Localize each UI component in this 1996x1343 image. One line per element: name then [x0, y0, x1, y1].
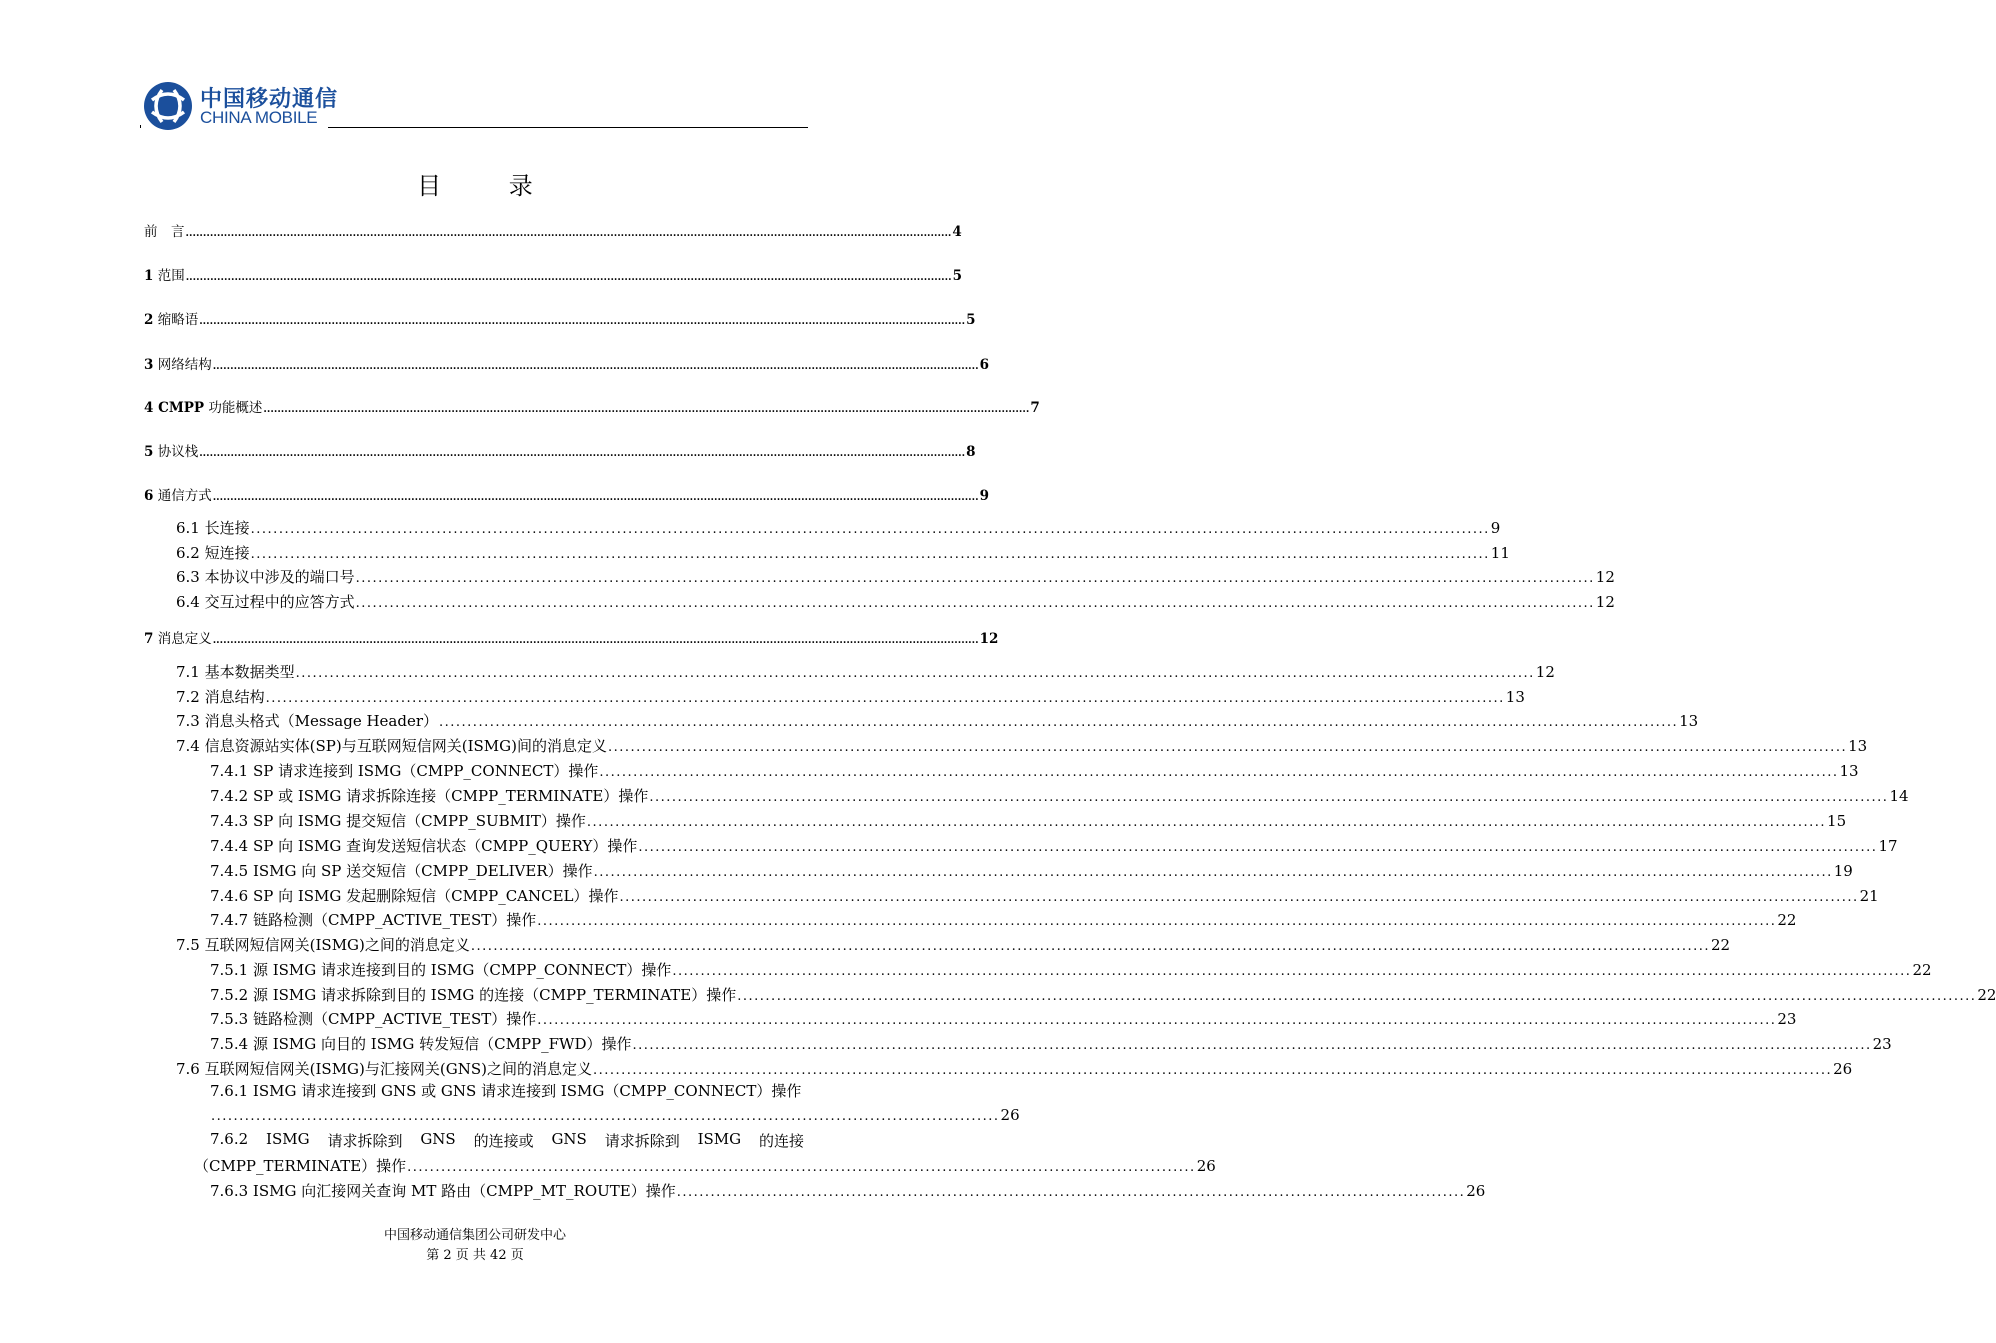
toc-leader-dots: ............................................................................................................................................................................................................................: [295, 666, 1535, 681]
toc-entry-text: 消息头格式（Message Header）: [204, 712, 439, 730]
toc-entry-text: 长连接: [204, 519, 250, 537]
logo-english-text: CHINA MOBILE: [200, 108, 318, 127]
toc-leader-dots: ............................................................................................................................................: [676, 1185, 1466, 1200]
toc-entry-text: SP 向 ISMG 发起删除短信（CMPP_CANCEL）操作: [252, 887, 619, 905]
toc-entry-text: 互联网短信网关(ISMG)与汇接网关(GNS)之间的消息定义: [204, 1060, 592, 1078]
toc-leader-dots: ............................................................................................................................................: [407, 1160, 1196, 1175]
toc-entry-word: 请求拆除到: [327, 1132, 403, 1150]
toc-entry-label: 7.6.3 ISMG 向汇接网关查询 MT 路由（CMPP_MT_ROUTE）操作: [210, 1182, 676, 1200]
toc-entry-7-6-1[interactable]: [210, 1080, 804, 1101]
toc-entry-text: 本协议中涉及的端口号: [204, 568, 355, 586]
toc-entry-text: 范围: [157, 268, 185, 284]
toc-leader-dots: ............................................................................................................................................................................................................................: [638, 840, 1878, 855]
toc-entry-label: [210, 885, 619, 906]
toc-page-number: 5: [966, 312, 976, 328]
toc-entry-label: [210, 909, 536, 930]
toc-entry-number: 6.2: [176, 544, 200, 562]
toc-entry-label: [210, 810, 586, 831]
toc-leader-dots: ............................................................................................................................................................................................................................: [632, 1038, 1872, 1053]
toc-entry-text: 链路检测（CMPP_ACTIVE_TEST）操作: [252, 1010, 537, 1028]
toc-entry-text: SP 或 ISMG 请求拆除连接（CMPP_TERMINATE）操作: [252, 787, 649, 805]
toc-page-number: 19: [1833, 862, 1853, 880]
toc-entry-number: 4 CMPP: [144, 400, 205, 416]
toc-entry-number: 7.4.3: [210, 812, 249, 830]
toc-entry-5[interactable]: [144, 440, 976, 460]
toc-page-number: 7: [1030, 400, 1040, 416]
toc-page-number: 21: [1859, 887, 1879, 905]
toc-page-number: 12: [979, 631, 999, 647]
toc-entry-word: 7.6.2: [210, 1130, 249, 1148]
toc-entry-number: 5: [144, 444, 154, 460]
toc-entry-7-6[interactable]: [176, 1058, 1853, 1079]
toc-page-number: 5: [952, 268, 963, 284]
toc-page-number: 23: [1777, 1010, 1797, 1028]
toc-entry-number: 7.1: [176, 663, 200, 681]
toc-page-number: 13: [1839, 762, 1859, 780]
toc-page-number: 26: [1000, 1106, 1020, 1124]
toc-entry-text: 信息资源站实体(SP)与互联网短信网关(ISMG)间的消息定义: [204, 737, 607, 755]
toc-entry-4-cmpp[interactable]: [144, 396, 1040, 416]
footer-page-info: 第 2 页 共 42 页: [426, 1248, 524, 1263]
toc-page-number: 9: [979, 488, 990, 504]
toc-entry-text: 缩略语: [157, 312, 199, 328]
toc-entry-text: 互联网短信网关(ISMG)之间的消息定义: [204, 936, 470, 954]
toc-entry-text: SP 向 ISMG 查询发送短信状态（CMPP_QUERY）操作: [252, 837, 638, 855]
toc-page-number: 6: [979, 357, 990, 373]
toc-entry-number: 7.2: [176, 688, 200, 706]
china-mobile-logo-icon: [142, 80, 194, 132]
toc-entry-label: [144, 627, 212, 647]
toc-entry-text: 源 ISMG 向目的 ISMG 转发短信（CMPP_FWD）操作: [252, 1035, 632, 1053]
toc-leader-dots: ............................................................................................................................................................................................................................: [592, 1063, 1833, 1078]
toc-entry-number: 7.5.4: [210, 1035, 249, 1053]
toc-page-number: 23: [1872, 1035, 1892, 1053]
toc-entry-text: ISMG 向 SP 送交短信（CMPP_DELIVER）操作: [252, 862, 593, 880]
toc-leader-dots: ............................................................................................................................................................................................................................: [619, 890, 1859, 905]
toc-entry-number: 7.5.2: [210, 986, 249, 1004]
toc-page-number: 22: [1912, 961, 1932, 979]
toc-entry-7-6-3[interactable]: [210, 1180, 1486, 1201]
toc-entry-7-1[interactable]: [176, 661, 1555, 682]
toc-entry-label: [210, 835, 637, 856]
toc-entry-word: ISMG: [697, 1130, 742, 1148]
toc-entry-word: ISMG: [266, 1130, 310, 1148]
toc-page-number: 14: [1889, 787, 1909, 805]
toc-page-number: 11: [1490, 544, 1510, 562]
toc-entry-7-4-6[interactable]: [210, 885, 1879, 906]
toc-title: 目 录: [417, 172, 563, 200]
toc-entry-number: 7.4.6: [210, 887, 249, 905]
toc-entry-number: 7.4: [176, 737, 200, 755]
header-tick: [140, 125, 141, 128]
toc-entry-word: 的连接或: [473, 1132, 534, 1150]
toc-entry-label: [176, 661, 295, 682]
toc-entry-label: [210, 785, 648, 806]
toc-page-number: 8: [966, 444, 976, 460]
toc-leader-dots: ............................................................................................................................................................................................................................: [470, 939, 1711, 954]
toc-entry-text: 源 ISMG 请求连接到目的 ISMG（CMPP_CONNECT）操作: [252, 961, 672, 979]
toc-entry-word: GNS: [551, 1130, 587, 1148]
toc-entry-number: 7.5: [176, 936, 200, 954]
toc-entry-7-4[interactable]: [176, 735, 1868, 756]
toc-entry-preface[interactable]: [144, 220, 962, 240]
toc-leader-dots: ............................................................................................................................................................................................................................: [250, 522, 1490, 537]
toc-entry-label: [144, 264, 185, 284]
toc-page-number: 13: [1848, 737, 1868, 755]
toc-entry-7-5-1[interactable]: [210, 959, 1932, 980]
toc-leader-dots: ............................................................................................................................................................................................................................: [263, 404, 1030, 415]
toc-entry-6-3[interactable]: [176, 566, 1615, 587]
toc-entry-number: 7.4.5: [210, 862, 249, 880]
toc-entry-number: 7.5.1: [210, 961, 249, 979]
toc-entry-7-6-2[interactable]: [210, 1130, 804, 1151]
toc-entry-label: [176, 686, 265, 707]
toc-entry-7-4-5[interactable]: [210, 860, 1853, 881]
toc-leader-dots: ............................................................................................................................................................................................................................: [250, 547, 1490, 562]
toc-entry-label: [176, 735, 607, 756]
toc-entry-label: [176, 591, 355, 612]
toc-page-number: 22: [1777, 911, 1797, 929]
toc-leader-dots: ............................................................................................................................................................................................................................: [672, 964, 1912, 979]
toc-page-number: 26: [1196, 1157, 1216, 1175]
toc-entry-7-4-7[interactable]: [210, 909, 1797, 930]
toc-leader-dots: ............................................................................................................................................................................................................................: [599, 765, 1839, 780]
toc-leader-dots: ............................................................................................................................................: [211, 1109, 1000, 1124]
toc-entry-7-4-2[interactable]: [210, 785, 1909, 806]
toc-entry-number: 7.4.2: [210, 787, 249, 805]
toc-entry-word: 的连接: [758, 1132, 804, 1150]
toc-leader-dots: ............................................................................................................................................................................................................................: [265, 691, 1505, 706]
toc-entry-7-5[interactable]: [176, 934, 1731, 955]
toc-entry-6-4[interactable]: [176, 591, 1615, 612]
toc-entry-6-1[interactable]: [176, 517, 1501, 538]
toc-entry-label: [176, 542, 250, 563]
toc-entry-label: （CMPP_TERMINATE）操作: [194, 1157, 407, 1175]
toc-entry-number: 6: [144, 488, 154, 504]
toc-page-number: 17: [1878, 837, 1898, 855]
toc-entry-label: [210, 984, 736, 1005]
toc-entry-7-5-2[interactable]: [210, 984, 1996, 1005]
toc-entry-label: 7.6.1 ISMG 请求连接到 GNS 或 GNS 请求连接到 ISMG（CMPP_CONNECT）操作: [210, 1082, 802, 1100]
toc-entry-label: [176, 1058, 592, 1079]
toc-leader-dots: ............................................................................................................................................................................................................................: [649, 790, 1889, 805]
toc-leader-dots: ............................................................................................................................................................................................................................: [537, 914, 1777, 929]
toc-entry-label: [144, 353, 212, 373]
toc-entry-7-4-1[interactable]: [210, 760, 1859, 781]
toc-entry-3[interactable]: [144, 353, 990, 373]
toc-entry-number: 7.6: [176, 1060, 200, 1078]
toc-page-number: 4: [952, 224, 962, 240]
toc-entry-text: 基本数据类型: [204, 663, 295, 681]
toc-entry-label: [144, 396, 262, 416]
toc-entry-text: 链路检测（CMPP_ACTIVE_TEST）操作: [252, 911, 537, 929]
toc-leader-dots: ............................................................................................................................................................................................................................: [212, 635, 979, 646]
toc-entry-number: 3: [144, 357, 154, 373]
toc-entry-label: [176, 517, 250, 538]
toc-entry-label: [176, 934, 470, 955]
toc-page-number: 12: [1595, 593, 1615, 611]
toc-entry-7[interactable]: [144, 627, 999, 647]
header-rule: [328, 127, 808, 128]
toc-entry-6-2[interactable]: [176, 542, 1510, 563]
toc-entry-label: [210, 1033, 632, 1054]
toc-page-number: 22: [1977, 986, 1996, 1004]
toc-entry-text: 消息定义: [157, 631, 212, 647]
toc-entry-label: [144, 440, 198, 460]
toc-leader-dots: ............................................................................................................................................................................................................................: [212, 361, 979, 372]
toc-entry-word: 请求拆除到: [604, 1132, 680, 1150]
toc-page-number: 22: [1711, 936, 1731, 954]
toc-entry-7-6-2-leader[interactable]: [194, 1155, 1216, 1176]
toc-entry-number: 7.4.7: [210, 911, 249, 929]
toc-leader-dots: ............................................................................................................................................................................................................................: [607, 740, 1848, 755]
toc-leader-dots: ............................................................................................................................................................................................................................: [199, 316, 966, 327]
toc-leader-dots: ............................................................................................................................................................................................................................: [355, 596, 1595, 611]
toc-entry-label: [144, 484, 212, 504]
toc-entry-text: 源 ISMG 请求拆除到目的 ISMG 的连接（CMPP_TERMINATE）操作: [252, 986, 737, 1004]
toc-entry-1[interactable]: [144, 264, 963, 284]
toc-entry-text: 前 言: [144, 224, 185, 240]
toc-entry-label: [144, 220, 185, 240]
toc-entry-label: [210, 1008, 536, 1029]
toc-page-number: 13: [1679, 712, 1699, 730]
toc-entry-label: [144, 308, 198, 328]
toc-entry-number: 2: [144, 312, 154, 328]
toc-leader-dots: ............................................................................................................................................................................................................................: [586, 815, 1827, 830]
toc-page-number: 12: [1595, 568, 1615, 586]
toc-entry-text: 短连接: [204, 544, 250, 562]
toc-entry-text: 网络结构: [157, 357, 212, 373]
toc-entry-text: 通信方式: [157, 488, 212, 504]
toc-entry-label: [176, 566, 355, 587]
toc-leader-dots: ............................................................................................................................................................................................................................: [185, 228, 952, 239]
toc-page-number: 12: [1535, 663, 1555, 681]
toc-leader-dots: ............................................................................................................................................................................................................................: [737, 989, 1977, 1004]
toc-page-number: 26: [1466, 1182, 1486, 1200]
toc-leader-dots: ............................................................................................................................................................................................................................: [212, 492, 979, 503]
toc-entry-number: 6.4: [176, 593, 200, 611]
toc-page-number: 15: [1827, 812, 1847, 830]
toc-entry-7-4-4[interactable]: [210, 835, 1898, 856]
toc-entry-number: 7: [144, 631, 154, 647]
toc-entry-text: 功能概述: [208, 400, 263, 416]
toc-leader-dots: ............................................................................................................................................................................................................................: [185, 272, 952, 283]
toc-leader-dots: ............................................................................................................................................................................................................................: [593, 865, 1833, 880]
toc-entry-number: 7.5.3: [210, 1010, 249, 1028]
toc-entry-text: 协议栈: [157, 444, 199, 460]
toc-leader-dots: ............................................................................................................................................................................................................................: [199, 448, 966, 459]
toc-entry-text: SP 向 ISMG 提交短信（CMPP_SUBMIT）操作: [252, 812, 586, 830]
toc-entry-text: SP 请求连接到 ISMG（CMPP_CONNECT）操作: [252, 762, 599, 780]
toc-entry-text: 消息结构: [204, 688, 265, 706]
toc-entry-7-5-3[interactable]: [210, 1008, 1797, 1029]
footer-org: 中国移动通信集团公司研发中心: [383, 1228, 566, 1243]
toc-leader-dots: ............................................................................................................................................................................................................................: [537, 1013, 1777, 1028]
toc-entry-number: 7.4.4: [210, 837, 249, 855]
logo-chinese-text: 中国移动通信: [200, 87, 339, 112]
toc-leader-dots: ............................................................................................................................................................................................................................: [355, 571, 1595, 586]
toc-entry-text: 交互过程中的应答方式: [204, 593, 355, 611]
toc-entry-label: [210, 959, 671, 980]
toc-entry-7-3[interactable]: [176, 710, 1699, 731]
toc-entry-6[interactable]: [144, 484, 990, 504]
toc-entry-label: [176, 710, 438, 731]
toc-entry-word: GNS: [420, 1130, 456, 1148]
toc-entry-7-2[interactable]: [176, 686, 1525, 707]
toc-entry-number: 6.1: [176, 519, 200, 537]
toc-entry-2[interactable]: [144, 308, 976, 328]
toc-entry-number: 7.4.1: [210, 762, 249, 780]
toc-entry-label: [210, 860, 593, 881]
toc-entry-7-6-1-leader[interactable]: [210, 1106, 1020, 1124]
toc-entry-7-5-4[interactable]: [210, 1033, 1892, 1054]
toc-entry-7-4-3[interactable]: [210, 810, 1847, 831]
toc-page-number: 13: [1505, 688, 1525, 706]
toc-page-number: 26: [1833, 1060, 1853, 1078]
toc-entry-number: 1: [144, 268, 154, 284]
toc-entry-label: [210, 760, 598, 781]
toc-leader-dots: ............................................................................................................................................................................................................................: [439, 715, 1679, 730]
toc-page-number: 9: [1490, 519, 1501, 537]
toc-entry-number: 7.3: [176, 712, 200, 730]
toc-entry-number: 6.3: [176, 568, 200, 586]
page-header: [140, 78, 808, 130]
